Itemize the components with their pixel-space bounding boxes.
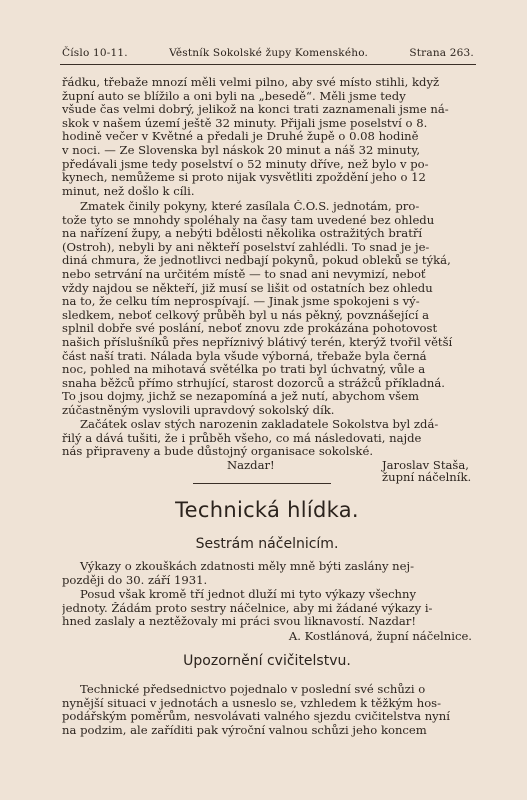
header-rule: [60, 64, 476, 65]
text-line: na podzim, ale zaříditi pak výroční valnou schůzi jeho koncem: [62, 723, 427, 737]
text-line: vždy najdou se někteří, již musí se lišit od ostatních bez ohledu: [62, 281, 433, 295]
text-line: řádku, třebaže mnozí měli velmi pilno, aby své místo stihli, když: [62, 76, 440, 89]
subsection-heading-upozorneni: Upozornění cvičitelstvu.: [183, 653, 351, 669]
author-role: župní náčelník.: [382, 470, 472, 484]
text-line: minut, než došlo k cíli.: [62, 184, 195, 198]
article-paragraph-3: [62, 418, 472, 459]
text-line: nebo setrvání na určitém místě — to snad ani nevymizí, neboť: [62, 267, 426, 281]
author-name: Jaroslav Staša,: [382, 458, 469, 472]
text-line: nás připraveny a bude důstojný organisace sokolské.: [62, 445, 373, 459]
text-line: našich příslušníků přes nepříznivý blátivý terén, kterýž tvořil větší: [62, 335, 453, 349]
text-line: tože tyto se mnohdy spoléhaly na časy tam uvedené bez ohledu: [62, 213, 435, 227]
text-line: hodině večer v Květné a předali je Druhé župě o 0.08 hodině: [62, 130, 419, 144]
text-line: noc, pohled na mihotavá světélka po trati byl úchvatný, vůle a: [62, 363, 426, 377]
text-line: kynech, nemůžeme si proto nijak vysvětliti zpoždění jeho o 12: [62, 171, 426, 185]
text-line: To jsou dojmy, jichž se nezapomíná a jež nutí, abychom všem: [62, 390, 419, 404]
text-line: župní auto se blížilo a oni byli na „besedě“. Měli jsme tedy: [62, 89, 406, 103]
subsection-signature: A. Kostlánová, župní náčelnice.: [288, 629, 472, 643]
subsection-heading-sestram: Sestrám náčelnicím.: [195, 536, 339, 552]
text-line: na nařízení župy, a nebýti bdělosti několika ostražitých bratří: [62, 227, 423, 241]
text-line: část naší trati. Nálada byla všude výborná, třebaže byla černá: [62, 349, 427, 363]
article-paragraph-2: [62, 200, 472, 418]
text-line: řilý a dává tušiti, že i průběh všeho, co má následovati, najde: [62, 431, 422, 445]
text-line: Technické předsednictvo pojednalo v poslední své schůzi o: [80, 683, 426, 696]
subsection-paragraph-1: [62, 560, 472, 587]
article-paragraph-1: [62, 76, 472, 198]
text-line: sledkem, neboť celkový průběh byl u nás pěkný, povznášející a: [62, 308, 430, 322]
page-number: Strana 263.: [409, 47, 474, 59]
running-header: [62, 47, 474, 59]
subsection-paragraph-2: [62, 588, 472, 629]
text-line: skok v našem území ještě 32 minuty. Přijali jsme poselství o 8.: [62, 116, 428, 130]
section-separator: [193, 483, 331, 484]
text-line: jednoty. Žádám proto sestry náčelnice, aby mi žádané výkazy i-: [62, 601, 433, 615]
text-line: nynější situaci v jednotách a usneslo se, vzhledem k těžkým hos-: [62, 696, 442, 710]
text-line: na to, že celku tím neprospívají. — Jinak jsme spokojeni s vý-: [62, 295, 420, 309]
text-line: předávali jsme tedy poselství o 52 minuty dříve, než bylo v po-: [62, 157, 429, 171]
text-line: diná chmura, že jednotlivci nedbají pokynů, pokud obleků se týká,: [62, 254, 451, 268]
section-title: Technická hlídka.: [175, 498, 359, 522]
text-line: hned zaslaly a neztěžovaly mi práci svou liknavostí. Nazdar!: [62, 615, 416, 629]
text-line: zúčastněným vyslovili upravdový sokolský dík.: [62, 403, 335, 417]
journal-title: Věstník Sokolské župy Komenského.: [169, 47, 369, 59]
text-line: v noci. — Ze Slovenska byl náskok 20 minut a náš 32 minuty,: [62, 143, 421, 157]
text-line: Zmatek činily pokyny, které zasílala Č.O.S. jednotám, pro-: [80, 200, 420, 213]
text-line: (Ostroh), nebyli by ani někteří poselství zahlédli. To snad je je-: [62, 240, 430, 254]
greeting: Nazdar!: [227, 458, 275, 472]
text-line: všude čas velmi dobrý, jelikož na konci trati zaznamenali jsme ná-: [62, 103, 449, 117]
text-line: splnil dobře své poslání, neboť znovu zde prokázána pohotovost: [62, 322, 438, 336]
text-line: podářským poměrům, nesvolávati valného sjezdu cvičitelstva nyní: [62, 710, 450, 724]
text-line: Začátek oslav stých narozenin zakladatele Sokolstva byl zdá-: [80, 418, 439, 431]
subsection-paragraph-3: [62, 683, 472, 737]
text-line: Posud však kromě tří jednot dluží mi tyto výkazy všechny: [80, 588, 417, 601]
text-line: snaha běžců přímo strhující, starost dozorců a strážců příkladná.: [62, 376, 445, 390]
issue-number: Číslo 10-11.: [62, 47, 128, 59]
text-line: Výkazy o zkouškách zdatnosti měly mně býti zaslány nej-: [80, 560, 415, 573]
text-line: později do 30. září 1931.: [62, 573, 208, 587]
